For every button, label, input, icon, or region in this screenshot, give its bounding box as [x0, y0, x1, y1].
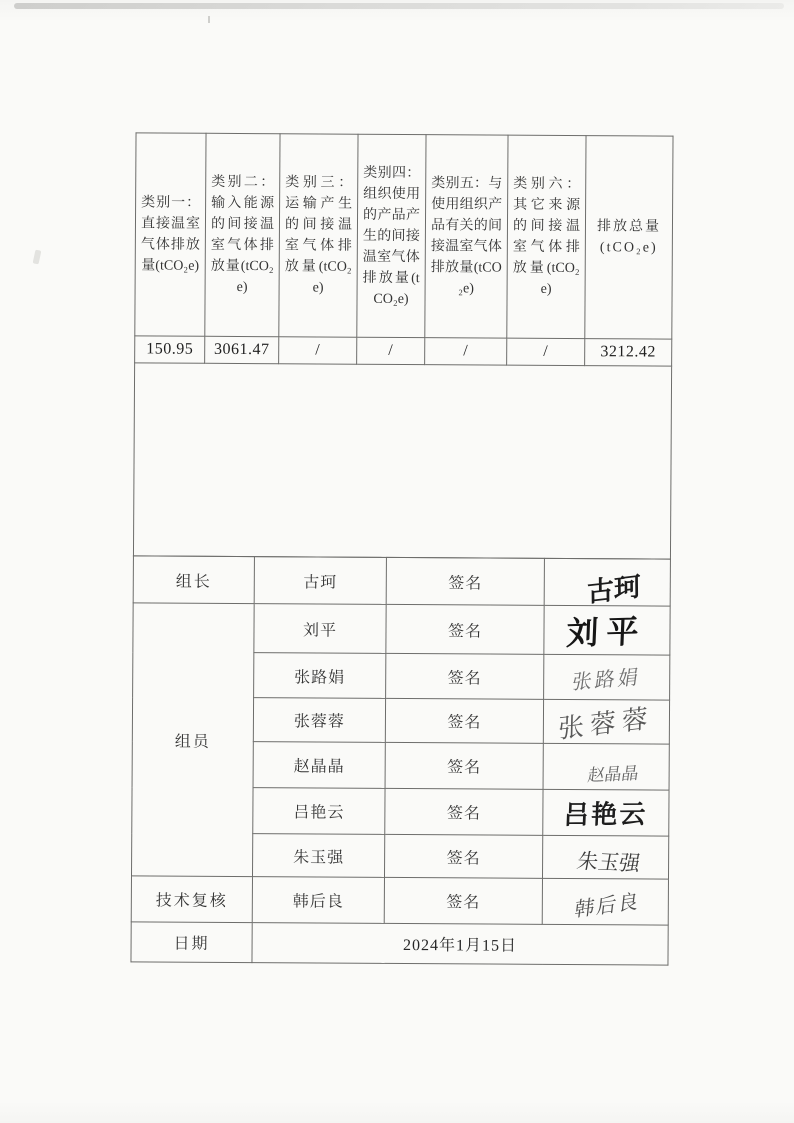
- value-category-6: /: [507, 338, 585, 365]
- signature-table: [130, 555, 670, 965]
- sign-label-cell: 签名: [384, 877, 542, 924]
- signature-cell: [544, 654, 670, 700]
- date-row: [131, 922, 668, 965]
- member-row: [133, 603, 670, 655]
- signature-handwriting: 张路娟: [570, 663, 643, 694]
- role-cell-leader: 组长: [133, 556, 254, 604]
- header-total-emissions: 排放总量(tCO₂e): [585, 136, 673, 340]
- signature-handwriting: 朱玉强: [575, 849, 643, 876]
- signature-cell: [544, 558, 670, 609]
- signature-cell: [542, 878, 668, 925]
- signature-cell: [543, 699, 669, 744]
- signature-cell: [543, 743, 669, 790]
- scan-noise-speck: [33, 250, 42, 265]
- sign-label-cell: 签名: [386, 604, 544, 654]
- report-tables-container: [130, 132, 673, 965]
- value-category-2: 3061.47: [205, 336, 279, 363]
- emissions-summary-table: [133, 132, 674, 559]
- name-cell: 朱玉强: [252, 834, 384, 878]
- empty-notes-cell: [133, 363, 671, 559]
- scan-edge-artifact: [14, 3, 784, 9]
- value-category-4: /: [357, 337, 425, 364]
- signature-handwriting: 古珂: [586, 570, 641, 609]
- value-total-emissions: 3212.42: [585, 339, 672, 367]
- name-cell: 古珂: [254, 557, 386, 605]
- signature-handwriting: 吕艳云: [563, 799, 649, 831]
- header-category-4: 类别四：组织使用的产品产生的间接温室气体排放量(tCO₂e): [357, 134, 426, 337]
- emissions-values-row: [135, 336, 672, 366]
- signature-handwriting: 刘平: [566, 612, 648, 653]
- header-category-2: 类别二：输入能源的间接温室气体排放量(tCO₂e): [205, 133, 280, 336]
- value-category-1: 150.95: [135, 336, 205, 363]
- empty-spacer-row: [133, 363, 671, 559]
- name-cell: 张蓉蓉: [253, 698, 385, 743]
- date-value-cell: 2024年1月15日: [252, 923, 668, 966]
- scan-noise-speck: [208, 16, 210, 23]
- name-cell: 赵晶晶: [253, 742, 385, 789]
- signature-cell: [544, 605, 670, 655]
- role-cell-reviewer: 技术复核: [131, 876, 252, 923]
- reviewer-row: [131, 876, 668, 925]
- header-category-5: 类别五：与使用组织产品有关的间接温室气体排放量(tCO₂e): [425, 135, 508, 338]
- sign-label-cell: 签名: [385, 698, 543, 743]
- role-cell-members: 组员: [131, 603, 254, 877]
- name-cell: 张路娟: [254, 653, 386, 699]
- signature-cell: [542, 835, 668, 879]
- signature-handwriting: 赵晶晶: [586, 763, 640, 787]
- signature-cell: [543, 789, 669, 836]
- date-label-cell: 日期: [131, 922, 252, 963]
- emissions-header-row: [135, 133, 673, 339]
- leader-row: [133, 556, 670, 606]
- signature-handwriting: 韩后良: [572, 888, 642, 922]
- sign-label-cell: 签名: [385, 788, 543, 835]
- header-category-6: 类别六：其它来源的间接温室气体排放量(tCO₂e): [507, 135, 586, 338]
- sign-label-cell: 签名: [386, 653, 544, 699]
- name-cell: 韩后良: [252, 877, 384, 924]
- sign-label-cell: 签名: [386, 557, 544, 605]
- sign-label-cell: 签名: [385, 742, 543, 789]
- value-category-3: /: [279, 337, 357, 364]
- sign-label-cell: 签名: [384, 834, 542, 878]
- name-cell: 吕艳云: [253, 788, 385, 835]
- header-category-3: 类别三：运输产生的间接温室气体排放量(tCO₂e): [279, 134, 358, 337]
- name-cell: 刘平: [254, 604, 386, 654]
- header-category-1: 类别一：直接温室气体排放量(tCO₂e): [135, 133, 206, 336]
- value-category-5: /: [425, 338, 507, 366]
- signature-handwriting: 张蓉蓉: [558, 703, 655, 745]
